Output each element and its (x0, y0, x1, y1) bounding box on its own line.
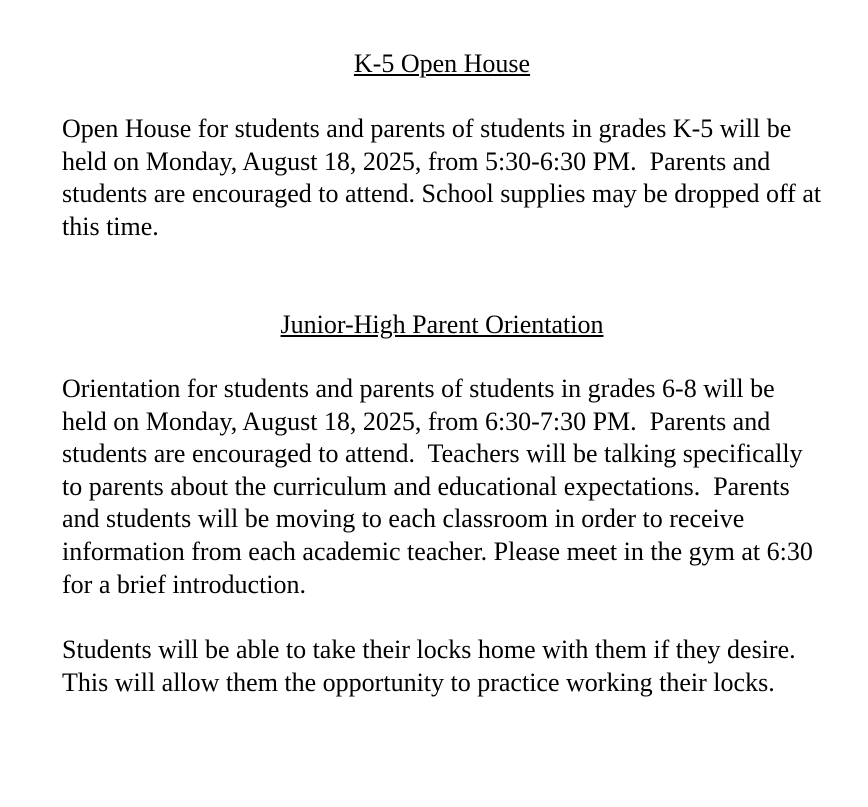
orientation-heading: Junior-High Parent Orientation (280, 310, 604, 339)
open-house-paragraph: Open House for students and parents of students in grades K-5 will be held on Monday, August 18, 2025, from 5:30-6:30 PM. Parents and students are encouraged to attend. School supplies may be dropped off at this time. (62, 114, 828, 241)
locks-paragraph: Students will be able to take their locks home with them if they desire. This will allow them the opportunity to practice working their locks. (62, 635, 809, 697)
orientation-paragraph: Orientation for students and parents of students in grades 6-8 will be held on Monday, August 18, 2025, from 6:30-7:30 PM. Parents and students are encouraged to attend. Teachers will be talking specifically to parents about the curriculum and educational expectations. Parents and students will be moving to each classroom in order to receive information from each academic teacher. Please meet in the gym at 6:30 for a brief introduction. (62, 374, 820, 599)
open-house-heading: K-5 Open House (353, 49, 531, 78)
